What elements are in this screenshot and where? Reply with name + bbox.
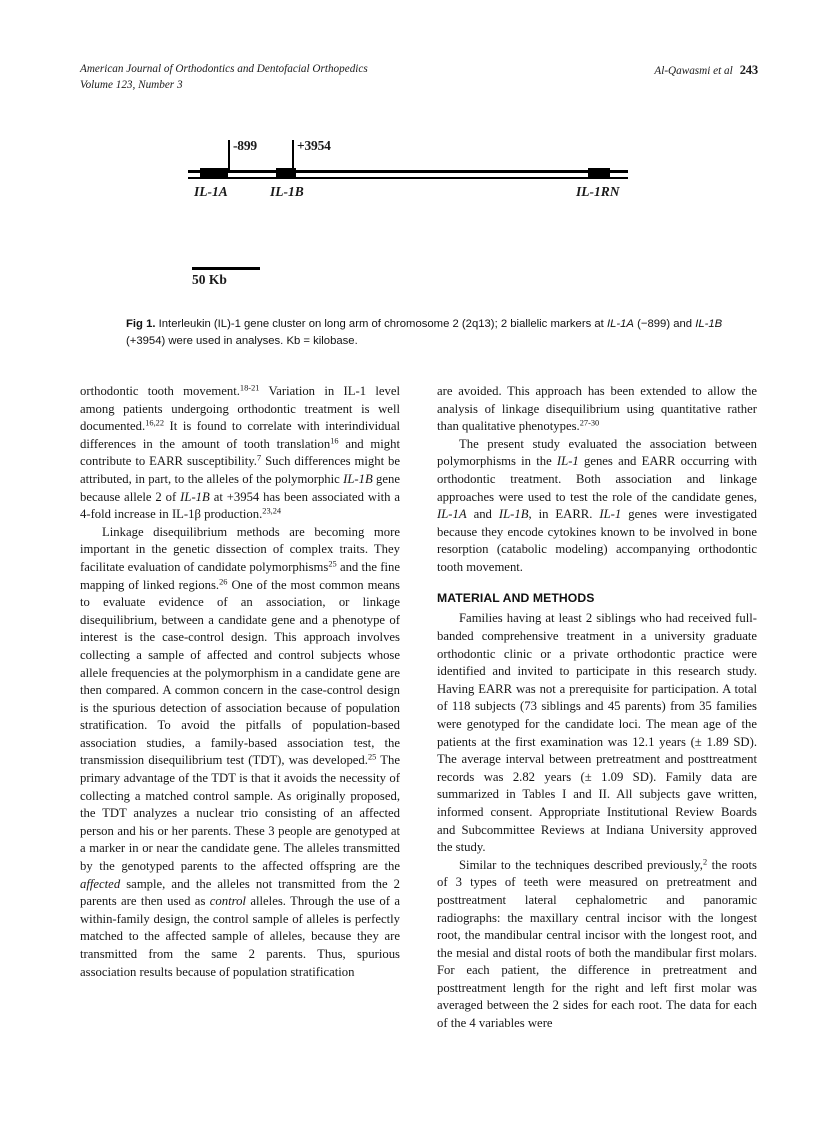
text-run: The primary advantage of the TDT is that it avoids the necessity of collecting a matched control sample. As originally proposed, the TDT analyzes a nuclear trio consisting of an affected person and his or her parents. These 3 people are genotyped at a marker in or near the candidate gene. The alleles transmitted by the genotyped parents to the affected offspring are the [80,753,400,874]
figure-caption [126,316,726,350]
paragraph-linkage-disequilibrium [80,524,400,981]
text-run: the roots of 3 types of teeth were measured on pretreatment and posttreatment lateral cephalometric and panoramic radiographs: the maxillary central incisor with the longest root, the mandibular central incisor with the longest root, and the mesial and distal roots of both the mandibular first molars. For each patient, the difference in pretreatment and posttreatment length for the right and left first molar was averaged between the 2 sides for each root. The data for each of the 4 variables were [437,857,757,1031]
text-run: are avoided. This approach has been extended to allow the analysis of linkage disequilibrium using quantitative rather than qualitative phenotypes. [437,384,757,434]
reference-superscript: 2 [702,857,708,867]
text-run: orthodontic tooth movement. [80,384,240,398]
marker-label-plus3954: +3954 [297,138,331,153]
paragraph-techniques [437,857,757,1033]
paragraph-families [437,610,757,856]
volume-issue: Volume 123, Number 3 [80,78,183,91]
journal-info [80,62,368,94]
paragraph-continued [437,383,757,436]
text-run: sample, and the alleles not transmitted from the 2 parents are then used as [80,876,400,909]
text-run: It is found to correlate with interindividual differences in the amount of tooth translation [80,419,400,451]
text-run: One of the most common means to evaluate evidence of an association, or linkage disequilibrium, between a candidate gene and a phenotype of interest is the case-control design. This approach involves collecting a sample of affected and control subjects whose allele frequencies at the polymorphism in a candidate gene are then compared. A common concern in the case-control design is the spurious detection of association because of population stratification. To avoid the pitfalls of population-based association studies, a family-based association test, the transmission disequilibrium test (TDT), was developed. [80,577,400,768]
scale-bar-label: 50 Kb [192,272,227,287]
gene-block-il1rn [588,168,610,179]
text-run: , in EARR. [528,507,600,522]
text-run: gene because allele 2 of [80,471,400,504]
text-run: Linkage disequilibrium methods are becoming more important in the genetic dissection of complex traits. They facilitate evaluation of candidate polymorphisms [80,524,400,574]
chromosome-line-lower [188,177,628,179]
marker-label-minus899: -899 [233,138,257,153]
reference-superscript: 16,22 [145,418,165,428]
reference-superscript: 7 [256,454,262,464]
emphasis-affected: affected [80,876,121,891]
reference-superscript: 25 [367,753,377,763]
figure-caption-label: Fig 1. [126,318,156,330]
text-run: Families having at least 2 siblings who had received full-banded comprehensive treatment in a university graduate orthodontic clinic or a private orthodontic practice were identified and invited to participate in this research study. Having EARR was not a prerequisite for participation. A total of 118 subjects (73 siblings and 45 parents) from 35 families were genotyped for the candidate loci. The mean age of the patients at the first examination was 12.1 years (± 1.89 SD). The average interval between pretreatment and posttreatment records was 2.82 years (± 1.09 SD). Family data are summarized in Tables I and II. All subjects gave written, informed consent. Appropriate Institutional Review Boards and Subcommittee Reviews at Indiana University approved the study. [437,611,757,855]
paragraph-present-study [437,436,757,577]
page-number: 243 [739,63,758,77]
reference-superscript: 25 [328,559,337,569]
figure-caption-gene-2: IL-1B [695,318,723,330]
body-column-left [80,383,400,981]
gene-name: IL-1B [498,507,529,522]
text-run: Variation in IL-1 level among patients undergoing orthodontic treatment is well documented. [80,384,400,434]
text-run: Similar to the techniques described previously, [459,857,703,872]
author-names: Al-Qawasmi et al [654,65,733,77]
paragraph-continued [80,383,400,524]
marker-tick-icon [228,140,230,170]
section-heading-material-and-methods: MATERIAL AND METHODS [437,590,595,605]
text-run: genes were investigated because they encode cytokines known to be involved in bone resorption (catabolic modeling) accompanying orthodontic tooth movement. [437,507,757,574]
gene-name: IL-1 [599,507,622,522]
figure-caption-gene-1: IL-1A [606,318,634,330]
gene-block-il1a [200,168,228,179]
text-run: The present study evaluated the association between polymorphisms in the [437,436,757,469]
reference-superscript: 26 [219,577,228,587]
reference-superscript: 27-30 [579,418,600,428]
gene-name: IL-1 [556,454,579,469]
gene-label-il1a: IL-1A [194,184,228,199]
gene-name: IL-1B [180,489,210,504]
gene-name: IL-1B [343,471,373,486]
reference-superscript: 18-21 [239,383,260,393]
text-run: at +3954 has been associated with a 4-fold increase in IL-1β production. [80,489,400,522]
figure-caption-text-1: Interleukin (IL)-1 gene cluster on long arm of chromosome 2 (2q13); 2 biallelic markers at [155,318,607,330]
text-run: and the fine mapping of linked regions. [80,559,400,592]
marker-tick-icon [292,140,294,170]
authors-and-page [654,62,758,80]
gene-block-il1b [276,168,296,179]
body-column-right [437,383,757,1033]
text-run: and [466,507,499,522]
text-run: and might contribute to EARR susceptibility. [80,436,400,469]
figure-caption-text-2: (−899) and [633,318,696,330]
gene-label-il1b: IL-1B [270,184,304,199]
text-run: Such differences might be attributed, in part, to the alleles of the polymorphic [80,454,401,486]
running-head [80,62,758,94]
scale-bar [192,267,260,270]
gene-label-il1rn: IL-1RN [576,184,620,199]
text-run: genes and EARR occurring with orthodontic treatment. Both association and linkage approaches were used to test the role of the candidate genes, [437,454,757,504]
text-run: alleles. Through the use of a within-family design, the control sample of alleles is perfectly matched to the affected sample of alleles, because they are transmitted from the same 2 parents. Thus, spurious association results because of population stratification [80,894,401,979]
journal-title: American Journal of Orthodontics and Dentofacial Orthopedics [80,63,368,75]
gene-name: IL-1A [437,507,467,522]
reference-superscript: 16 [330,436,339,446]
emphasis-control: control [209,894,246,909]
reference-superscript: 23,24 [262,506,282,516]
chromosome-line [188,170,628,173]
figure-caption-text-3: (+3954) were used in analyses. Kb = kilobase. [126,335,358,348]
